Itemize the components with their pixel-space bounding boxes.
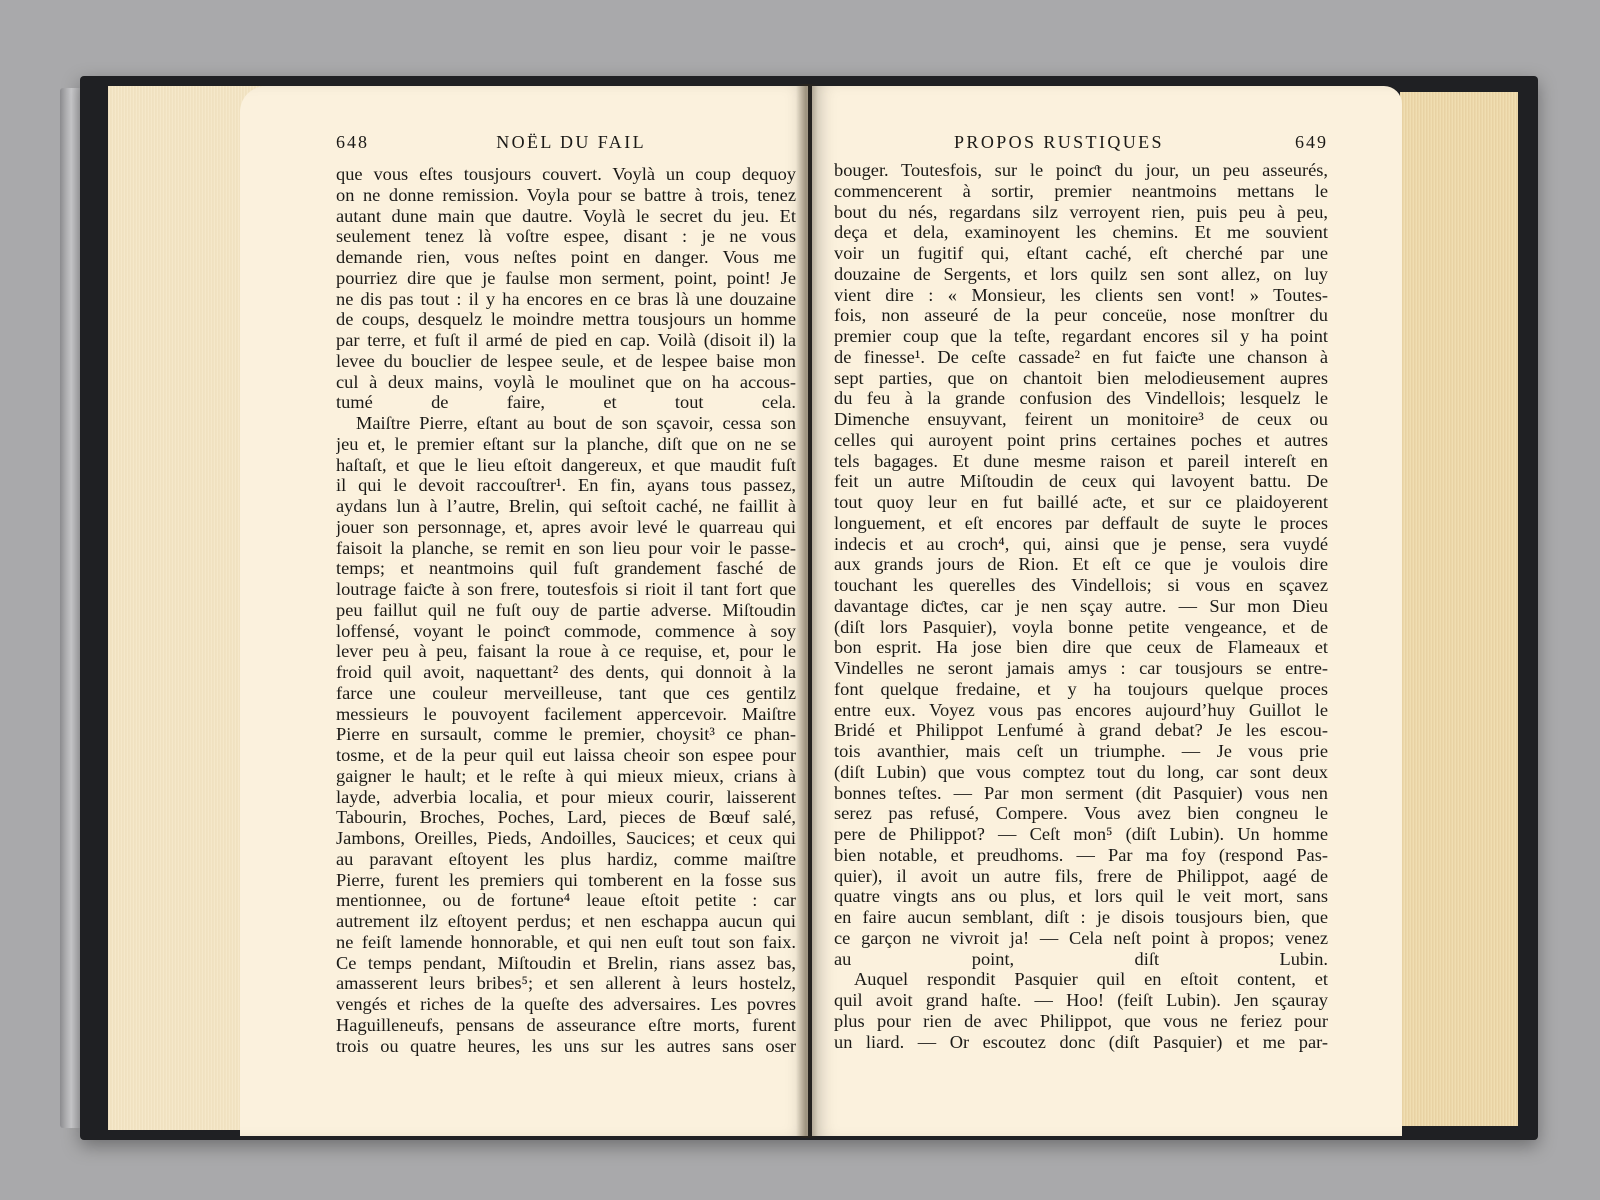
text-line: Vindelles ne seront jamais amys : car tousjours se entre-	[834, 658, 1328, 678]
text-line: par terre, et fuſt il armé de pied en cap. Voilà (disoit il) la	[336, 330, 796, 350]
text-line: au point, diſt Lubin.	[834, 948, 1328, 969]
text-line: commencerent à sortir, premier neantmoins mettans le	[834, 180, 1328, 201]
text-line: farce une couleur merveilleuse, tant que ces gentilz	[336, 682, 796, 703]
text-line: tout quoy leur en fut baillé aƈte, et sur ce plaidoyerent	[834, 492, 1328, 512]
text-line: ce garçon ne vivroit ja! — Cela neſt point à propos; venez	[834, 927, 1328, 948]
right-page	[812, 86, 1402, 1136]
text-line: indecis et au croch⁴, qui, ainsi que je pense, sera vuydé	[834, 533, 1328, 554]
text-line: Pierre en sursault, comme le premier, choysit³ ce phan-	[336, 724, 796, 745]
text-line: seulement tenez là voſtre espee, disant : je ne vous	[336, 226, 796, 247]
left-page-number: 648	[336, 132, 369, 152]
text-line: bouger. Toutesfois, sur le poinƈt du jour, un peu asseurés,	[834, 160, 1328, 180]
text-line: plus pour rien de avec Philippot, que vous ne feriez pour	[834, 1010, 1328, 1031]
text-line: feit un autre Miſtoudin de ceux qui lavoyent battu. De	[834, 471, 1328, 492]
text-line: voir un fugitif qui, eſtant caché, eſt cherché par une	[834, 243, 1328, 263]
text-line: en faire aucun semblant, diſt : je disois tousjours bien, que	[834, 907, 1328, 927]
text-line: quil avoit grand haſte. — Hoo! (feiſt Lubin). Jen sçauray	[834, 990, 1328, 1010]
text-line: deça et dela, examinoyent les chemins. Et me souvient	[834, 222, 1328, 243]
text-line: layde, adverbia localia, et pour mieux courir, laisserent	[336, 786, 796, 807]
text-line: loffensé, voyant le poinƈt commode, commence à soy	[336, 620, 796, 641]
text-line: ne feiſt lamende honnorable, et qui nen euſt tout son faix.	[336, 931, 796, 952]
text-line: au paravant eſtoyent les plus hardiz, comme maiſtre	[336, 848, 796, 869]
text-line: mentionnee, ou de fortune⁴ leaue eſtoit petite : car	[336, 890, 796, 911]
text-line: fois, non asseuré de la peur conceüe, nose monſtrer du	[834, 305, 1328, 326]
text-line: que vous eſtes tousjours couvert. Voylà un coup dequoy	[336, 164, 796, 184]
text-line: autrement ilz eſtoyent perdus; et nen eschappa aucun qui	[336, 911, 796, 931]
text-line: faisoit la planche, se remit en son lieu pour voir le passe-	[336, 537, 796, 558]
text-line: serez pas refusé, Compere. Vous avez bien congneu le	[834, 803, 1328, 824]
text-line: messieurs le pouvoyent facilement appercevoir. Maiſtre	[336, 703, 796, 724]
text-line: demande rien, vous neſtes point en danger. Vous me	[336, 247, 796, 267]
text-line: amasserent leurs bribes⁵; et sen allerent à leurs hostelz,	[336, 973, 796, 994]
text-line: loutrage faiƈte à son frere, toutesfois si rioit il tant fort que	[336, 579, 796, 599]
text-line: quatre vingts ans ou plus, et lors quil le veit mort, sans	[834, 886, 1328, 907]
text-line: de finesse¹. De ceſte cassade² en fut faiƈte une chanson à	[834, 346, 1328, 367]
text-line: levee du bouclier de lespee seule, et de lespee baise mon	[336, 350, 796, 371]
text-line: peu faillut quil ne fuſt ouy de partie adverse. Miſtoudin	[336, 599, 796, 620]
text-line: (diſt Lubin) que vous comptez tout du long, car sont deux	[834, 761, 1328, 782]
left-running-head	[336, 132, 796, 168]
text-line: vient dire : « Monsieur, les clients sen vont! » Toutes-	[834, 284, 1328, 305]
left-body-text	[336, 164, 796, 1056]
text-line: entre eux. Voyez vous pas encores aujourd’huy Guillot le	[834, 699, 1328, 720]
text-line: font quelque fredaine, et y ha toujours quelque proces	[834, 678, 1328, 699]
text-line: aydans lun à l’autre, Brelin, qui seſtoit caché, ne faillit à	[336, 496, 796, 516]
text-line: Jambons, Oreilles, Pieds, Andoilles, Saucices; et ceux qui	[336, 828, 796, 848]
text-line: bien notable, et preudhoms. — Par ma foy (respond Pas-	[834, 844, 1328, 865]
text-line: davantage diƈtes, car je nen sçay autre. — Sur mon Dieu	[834, 595, 1328, 616]
text-line: il qui le devoit raccouſtrer¹. En fin, ayans tous passez,	[336, 475, 796, 496]
right-page-stack	[1400, 92, 1518, 1126]
text-line: jouer son personnage, et, apres avoir levé le quarreau qui	[336, 516, 796, 537]
text-line: ne dis pas tout : il y ha encores en ce bras là une douzaine	[336, 288, 796, 309]
text-line: quier), il avoit un autre fils, frere de Philippot, aagé de	[834, 865, 1328, 886]
text-line: Bridé et Philippot Lenfumé à grand debat? Je les escou-	[834, 720, 1328, 741]
text-line: Maiſtre Pierre, eſtant au bout de son sçavoir, cessa son	[356, 413, 796, 433]
text-line: sept parties, que on chantoit bien melodieusement aupres	[834, 367, 1328, 388]
text-line: un liard. — Or escoutez donc (diſt Pasquier) et me par-	[834, 1031, 1328, 1052]
text-line: vengés et riches de la queſte des adversaires. Les povres	[336, 994, 796, 1014]
text-line: pere de Philippot? — Ceſt mon⁵ (diſt Lubin). Un homme	[834, 824, 1328, 844]
text-line: Pierre, furent les premiers qui tomberent en la fosse sus	[336, 869, 796, 890]
text-line: Dimenche ensuyvant, feirent un monitoire³ de ceux ou	[834, 409, 1328, 429]
text-line: bonnes teſtes. — Par mon serment (dit Pasquier) vous nen	[834, 782, 1328, 803]
text-line: premier coup que la teſte, regardant encores sil y ha point	[834, 326, 1328, 346]
text-line: longuement, et eſt encores par deffault de suyte le proces	[834, 512, 1328, 533]
text-line: temps; et neantmoins quil fuſt grandement fasché de	[336, 558, 796, 579]
text-line: froid quil avoit, naquettant² des dents, qui donnoit à la	[336, 662, 796, 682]
right-page-number: 649	[1295, 132, 1328, 152]
text-line: on ne donne remission. Voyla pour se battre à trois, tenez	[336, 184, 796, 205]
text-line: bon esprit. Ha jose bien dire que ceux de Flameaux et	[834, 637, 1328, 658]
text-line: douzaine de Sergents, et lors quilz sen sont allez, on luy	[834, 263, 1328, 284]
text-line: jeu et, le premier eſtant sur la planche, diſt que on ne se	[336, 433, 796, 454]
text-line: tois avanthier, mais ceſt un triumphe. — Je vous prie	[834, 741, 1328, 761]
text-line: trois ou quatre heures, les uns sur les autres sans oser	[336, 1035, 796, 1056]
text-line: touchant les querelles des Vindellois; si vous en sçavez	[834, 575, 1328, 595]
book-gutter	[796, 84, 818, 1138]
text-line: Tabourin, Broches, Poches, Lard, pieces de Bœuf salé,	[336, 807, 796, 828]
text-line: haſtaſt, et que le lieu eſtoit dangereux, et que maudit fuſt	[336, 454, 796, 475]
left-running-title: NOËL DU FAIL	[496, 132, 646, 152]
text-line: gaigner le hault; et le reſte à qui mieux mieux, crians à	[336, 765, 796, 786]
text-line: bout du nés, regardans silz verroyent rien, puis peu à peu,	[834, 201, 1328, 222]
text-line: de coups, desquelz le moindre mettra tousjours un homme	[336, 309, 796, 330]
text-line: Ce temps pendant, Miſtoudin et Brelin, rians assez bas,	[336, 952, 796, 973]
text-line: du feu à la grande confusion des Vindellois; lesquelz le	[834, 388, 1328, 409]
text-line: tels bagages. Et dune mesme raison et pareil intereſt en	[834, 450, 1328, 471]
text-line: (diſt lors Pasquier), voyla bonne petite vengeance, et de	[834, 616, 1328, 637]
text-line: aux grands jours de Rion. Et eſt ce que je voulois dire	[834, 554, 1328, 575]
text-line: Haguilleneufs, pensans de asseurance eſtre morts, furent	[336, 1014, 796, 1035]
text-line: Auquel respondit Pasquier quil en eſtoit content, et	[854, 969, 1328, 990]
text-line: pourriez dire que je faulse mon serment, point, point! Je	[336, 267, 796, 288]
text-line: lever peu à peu, faisant la roue à ce requise, et, pour le	[336, 641, 796, 662]
right-running-title: PROPOS RUSTIQUES	[954, 132, 1164, 152]
text-line: tumé de faire, et tout cela.	[336, 392, 796, 413]
left-page	[240, 86, 808, 1136]
text-line: cul à deux mains, voylà le moulinet que on ha accous-	[336, 371, 796, 392]
right-body-text	[834, 160, 1328, 1052]
text-line: autant dune main que dautre. Voylà le secret du jeu. Et	[336, 205, 796, 226]
text-line: tosme, et de la peur quil eut laissa cheoir son espee pour	[336, 745, 796, 765]
text-line: celles qui auroyent point prins certaines poches et autres	[834, 429, 1328, 450]
